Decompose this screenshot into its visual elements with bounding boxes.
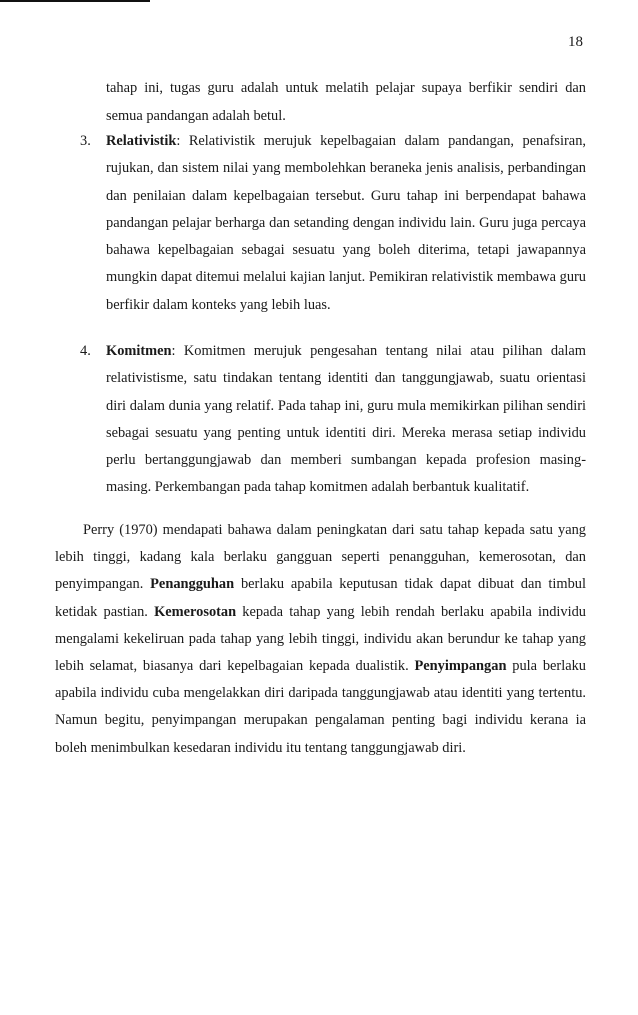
page-number: 18 <box>568 34 583 50</box>
term-komitmen: Komitmen <box>106 343 172 359</box>
term-penangguhan: Penangguhan <box>150 576 235 593</box>
list-item-relativistik <box>80 128 586 319</box>
term-kemerosotan: Kemerosotan <box>154 603 237 620</box>
body-paragraph <box>55 517 586 762</box>
list-item-text: Relativistik merujuk kepelbagaian dalam pandangan, penafsiran, rujukan, dan sistem nilai yang membolehkan beraneka jenis analisis, perbandingan dan penilaian dalam kepelbagaian tersebut. Guru tahap ini berpendapat bahawa pandangan pelajar berharga dan setanding dengan individu lain. Guru juga percaya bahawa kepelbagaian sebagai sesuatu yang boleh diterima, tetapi jawapannya mungkin dapat ditemui melalui kajian lanjut. Pemikiran relativistik membawa guru berfikir dalam konteks yang lebih luas. <box>106 133 586 313</box>
list-item-komitmen <box>80 338 586 502</box>
term-relativistik: Relativistik <box>106 133 177 149</box>
list-number: 4. <box>80 343 91 359</box>
paragraph-text: kepada tahap yang lebih rendah berlaku apabila individu mengalami kekeliruan pada tahap yang lebih tinggi, individu akan berundur ke tahap yang lebih selamat, biasanya dari kepelbagaian kepada dualistik. <box>55 603 586 675</box>
scan-edge-line <box>0 0 150 2</box>
term-separator: : <box>176 133 181 149</box>
term-separator: : <box>171 343 176 359</box>
term-penyimpangan: Penyimpangan <box>414 658 507 675</box>
continuation-text: tahap ini, tugas guru adalah untuk melatih pelajar supaya berfikir sendiri dan semua pandangan adalah betul. <box>106 80 586 124</box>
paragraph-text: pula berlaku apabila individu cuba mengelakkan diri daripada tanggungjawab atau identiti yang tertentu. Namun begitu, penyimpangan merupakan pengalaman penting bagi individu kerana ia boleh menimbulkan kesedaran individu itu tentang tanggungjawab diri. <box>55 658 586 756</box>
list-item-text: Komitmen merujuk pengesahan tentang nilai atau pilihan dalam relativistisme, satu tindakan tentang identiti dan tanggungjawab, suatu orientasi diri dalam dunia yang relatif. Pada tahap ini, guru mula memikirkan pilihan sendiri sebagai sesuatu yang penting untuk identiti diri. Mereka merasa setiap individu perlu bertanggungjawab dan memberi sumbangan kepada profesion masing-masing. Perkembangan pada tahap komitmen adalah berbantuk kualitatif. <box>106 343 586 496</box>
list-number: 3. <box>80 133 91 149</box>
paragraph-text: berlaku apabila keputusan tidak dapat dibuat dan timbul ketidak pastian. <box>55 576 586 620</box>
paragraph-text: Perry (1970) mendapati bahawa dalam peningkatan dari satu tahap kepada satu yang lebih tinggi, kadang kala berlaku gangguan seperti penangguhan, kemerosotan, dan penyimpangan. <box>55 522 586 593</box>
